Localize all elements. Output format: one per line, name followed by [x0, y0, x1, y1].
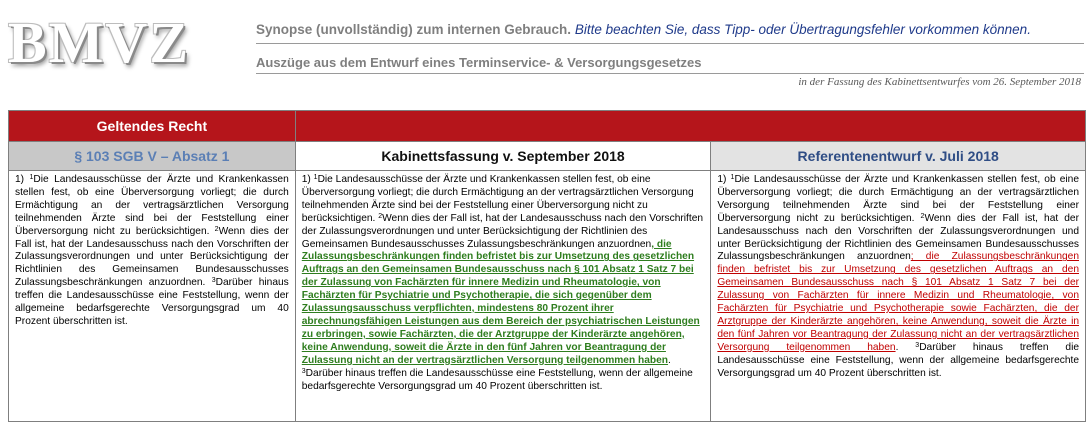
para-number: 1)	[301, 174, 314, 185]
cabinet-version-header: Kabinettsfassung v. September 2018	[295, 142, 711, 171]
sentence-2: Wenn dies der Fall ist, hat der Landesausschuss nach den Vorschriften der Zulassungsverordnungen und unter Berücksichtigung der Richtlinien des Gemeinsamen Bundesausschusses Zulassungsbeschränkungen anzuordnen	[301, 212, 704, 250]
sentence-number: 1	[313, 174, 318, 181]
sentence-end: .	[668, 354, 671, 366]
sentence-1: Die Landesausschüsse der Ärzte und Krankenkassen stellen fest, ob eine Überversorgung vorliegt; die durch Ermächtigung an der vertragsärztlichen Versorgung teilnehmenden Ärzte sind bei der Feststellung einer Überversorgung nicht zu berücksichtigen.	[301, 174, 694, 224]
sentence-3: Darüber hinaus treffen die Landesausschüsse eine Feststellung, wenn der allgemeine bedarfsgerechte Versorgungsgrad um 40 Prozent überschritten ist.	[717, 341, 1079, 379]
para-number: 1)	[717, 174, 731, 185]
sentence-number: 3	[915, 341, 920, 349]
sentence-1: Die Landesausschüsse der Ärzte und Krankenkassen stellen fest, ob eine Überversorgung vorliegt; die durch Ermächtigung an der vertragsärztlichen Versorgung teilnehmenden Ärzte sind bei der Feststellung einer Überversorgung nicht zu berücksichtigen.	[15, 174, 289, 237]
header-rule-2	[256, 73, 1084, 74]
bmvz-logo: BMVZ	[8, 10, 190, 75]
sentence-number: 1	[29, 174, 34, 181]
typo-warning: Bitte beachten Sie, dass Tipp- oder Übertragungsfehler vorkommen können.	[574, 22, 1031, 37]
sentence-number: 2	[378, 212, 383, 220]
sentence-3: Darüber hinaus treffen die Landesausschüsse eine Feststellung, wenn der allgemeine bedarfsgerechte Versorgungsgrad um 40 Prozent überschritten ist.	[15, 277, 289, 327]
sentence-number: 3	[301, 367, 306, 375]
sentence-number: 2	[920, 212, 925, 220]
sentence-number: 2	[214, 225, 219, 233]
sentence-1: Die Landesausschüsse der Ärzte und Krankenkassen stellen fest, ob eine Überversorgung vorliegt; die durch Ermächtigung an der vertragsärztlichen Versorgung teilnehmenden Ärzte sind bei der Feststellung einer Überversorgung nicht zu berücksichtigen.	[717, 174, 1080, 224]
sentence-2: Wenn dies der Fall ist, hat der Landesausschuss nach den Vorschriften der Zulassungsverordnungen und unter Berücksichtigung der Richtlinien des Gemeinsamen Bundesausschusses Zulassungsbeschränkungen anzuordnen.	[15, 225, 289, 289]
sentence-end: .	[895, 341, 916, 353]
red-header-band	[295, 111, 1085, 142]
current-law-subheader: § 103 SGB V – Absatz 1	[9, 142, 296, 171]
sentence-2: Wenn dies der Fall ist, hat der Landesausschuss nach den Vorschriften der Zulassungsverordnungen und unter Berücksichtigung der Richtlinien des Gemeinsamen Bundesausschusses Zulassungsbeschränkungen anzuordnen	[717, 212, 1079, 263]
synopsis-table	[8, 110, 1086, 422]
sentence-number: 1	[730, 174, 735, 181]
inserted-text-red: ; die Zulassungsbeschränkungen finden befristet bis zur Umsetzung des gesetzlichen Auftrags an den Gemeinsamen Bundesausschuss nach § 101 Absatz 1 Satz 7 bei der Zulassung von Fachärzten für innere Medizin und Rheumatologie, von Fachärzten für Psychiatrie und Psychotherapie sowie Fachärzten, die der Arztgruppe der Kinderärzte angehören, keine Anwendung, soweit die Ärzte in den fünf Jahren vor Beantragung der Zulassung nicht an der vertragsärztlichen Versorgung teilgenommen haben	[717, 251, 1080, 353]
inserted-text-green: , die Zulassungsbeschränkungen finden befristet bis zur Umsetzung des gesetzlichen Auftrags an den Gemeinsamen Bundesausschuss nach § 101 Absatz 1 Satz 7 bei der Zulassung von Fachärzten für innere Medizin und Rheumatologie, von Fachärzten für Psychiatrie und Psychotherapie, die sich gegenüber dem Zulassungsausschuss verpflichten, mindestens 80 Prozent ihrer abrechnungsfähigen Leistungen aus dem Bereich der psychiatrischen Leistungen zu erbringen, sowie Fachärzten, die der Arztgruppe der Kinderärzte angehören, keine Anwendung, soweit die Ärzte in den fünf Jahren vor Beantragung der Zulassung nicht an der vertragsärztlichen Versorgung teilgenommen haben	[301, 238, 700, 366]
cabinet-version-text	[295, 171, 711, 422]
draft-version-header: Referentenentwurf v. Juli 2018	[711, 142, 1086, 171]
version-note: in der Fassung des Kabinettsentwurfes vom 26. September 2018	[798, 76, 1081, 88]
sentence-number: 3	[211, 277, 216, 285]
current-law-header: Geltendes Recht	[9, 111, 296, 142]
document-subtitle: Auszüge aus dem Entwurf eines Terminservice- & Versorgungsgesetzes	[256, 55, 702, 70]
current-law-text	[9, 171, 296, 422]
para-number: 1)	[15, 174, 30, 185]
synopsis-label: Synopse (unvollständig) zum internen Gebrauch.	[256, 22, 572, 37]
draft-version-text	[711, 171, 1086, 422]
synopsis-notice	[256, 22, 1084, 37]
header-rule-1	[256, 43, 1084, 44]
sentence-3: Darüber hinaus treffen die Landesausschüsse eine Feststellung, wenn der allgemeine bedarfsgerechte Versorgungsgrad um 40 Prozent überschritten ist.	[301, 367, 693, 392]
